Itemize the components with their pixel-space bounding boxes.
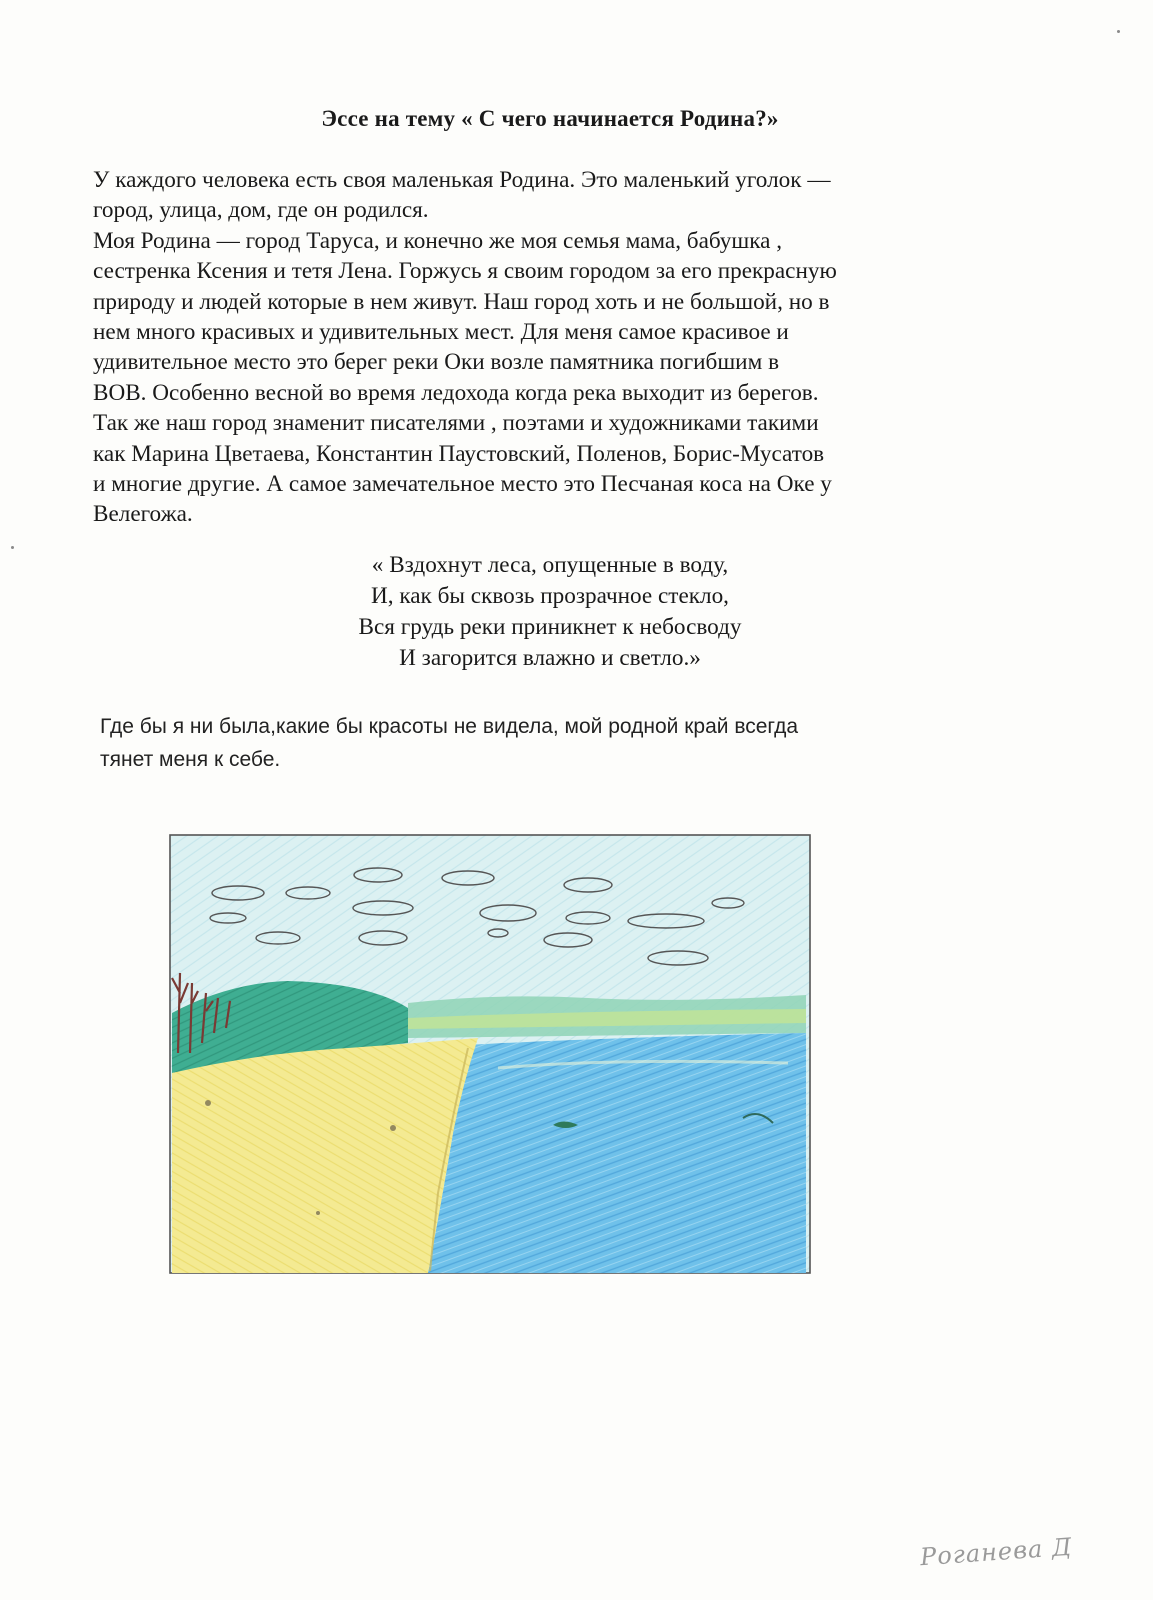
essay-line: ВОВ. Особенно весной во время ледохода когда река выходит из берегов. — [93, 379, 819, 406]
essay-body — [93, 165, 1013, 530]
sandy-bank — [172, 1038, 478, 1273]
poem-line: И, как бы сквозь прозрачное стекло, — [371, 583, 729, 609]
poem-line: « Вздохнут леса, опущенные в воду, — [371, 552, 729, 578]
essay-line: Моя Родина — город Таруса, и конечно же моя семья мама, бабушка , — [93, 227, 783, 254]
essay-line: город, улица, дом, где он родился. — [93, 197, 429, 224]
scan-speck — [11, 546, 14, 549]
essay-line: как Марина Цветаева, Константин Паустовский, Поленов, Борис-Мусатов — [93, 440, 825, 467]
essay-line: нем много красивых и удивительных мест. Для меня самое красивое и — [93, 319, 789, 346]
closing-line: Где бы я ни была,какие бы красоты не видела, мой родной край всегда — [100, 715, 799, 738]
student-signature: Роганева Д — [919, 1532, 1074, 1572]
poem-line: Вся грудь реки приникнет к небосводу — [358, 614, 742, 640]
poem-line: И загорится влажно и светло.» — [399, 645, 701, 671]
river-landscape-drawing — [168, 833, 812, 1275]
essay-line: и многие другие. А самое замечательное место это Песчаная коса на Оке у — [93, 471, 832, 498]
essay-line: удивительное место это берег реки Оки возле памятника погибшим в — [93, 349, 780, 376]
essay-line: природу и людей которые в нем живут. Наш город хоть и не большой, но в — [93, 288, 830, 315]
river-water — [428, 1033, 806, 1273]
essay-line: Велегожа. — [93, 501, 193, 528]
essay-line: Так же наш город знаменит писателями , поэтами и художниками такими — [93, 410, 819, 437]
scan-speck — [1117, 30, 1120, 33]
closing-line: тянет меня к себе. — [100, 748, 281, 771]
poem-quote — [300, 550, 800, 674]
essay-title: Эссе на тему « С чего начинается Родина?» — [321, 106, 779, 131]
essay-line: сестренка Ксения и тетя Лена. Горжусь я своим городом за его прекрасную — [93, 258, 837, 285]
essay-line: У каждого человека есть своя маленькая Родина. Это маленький уголок — — [93, 167, 831, 193]
closing-paragraph — [100, 710, 1000, 776]
